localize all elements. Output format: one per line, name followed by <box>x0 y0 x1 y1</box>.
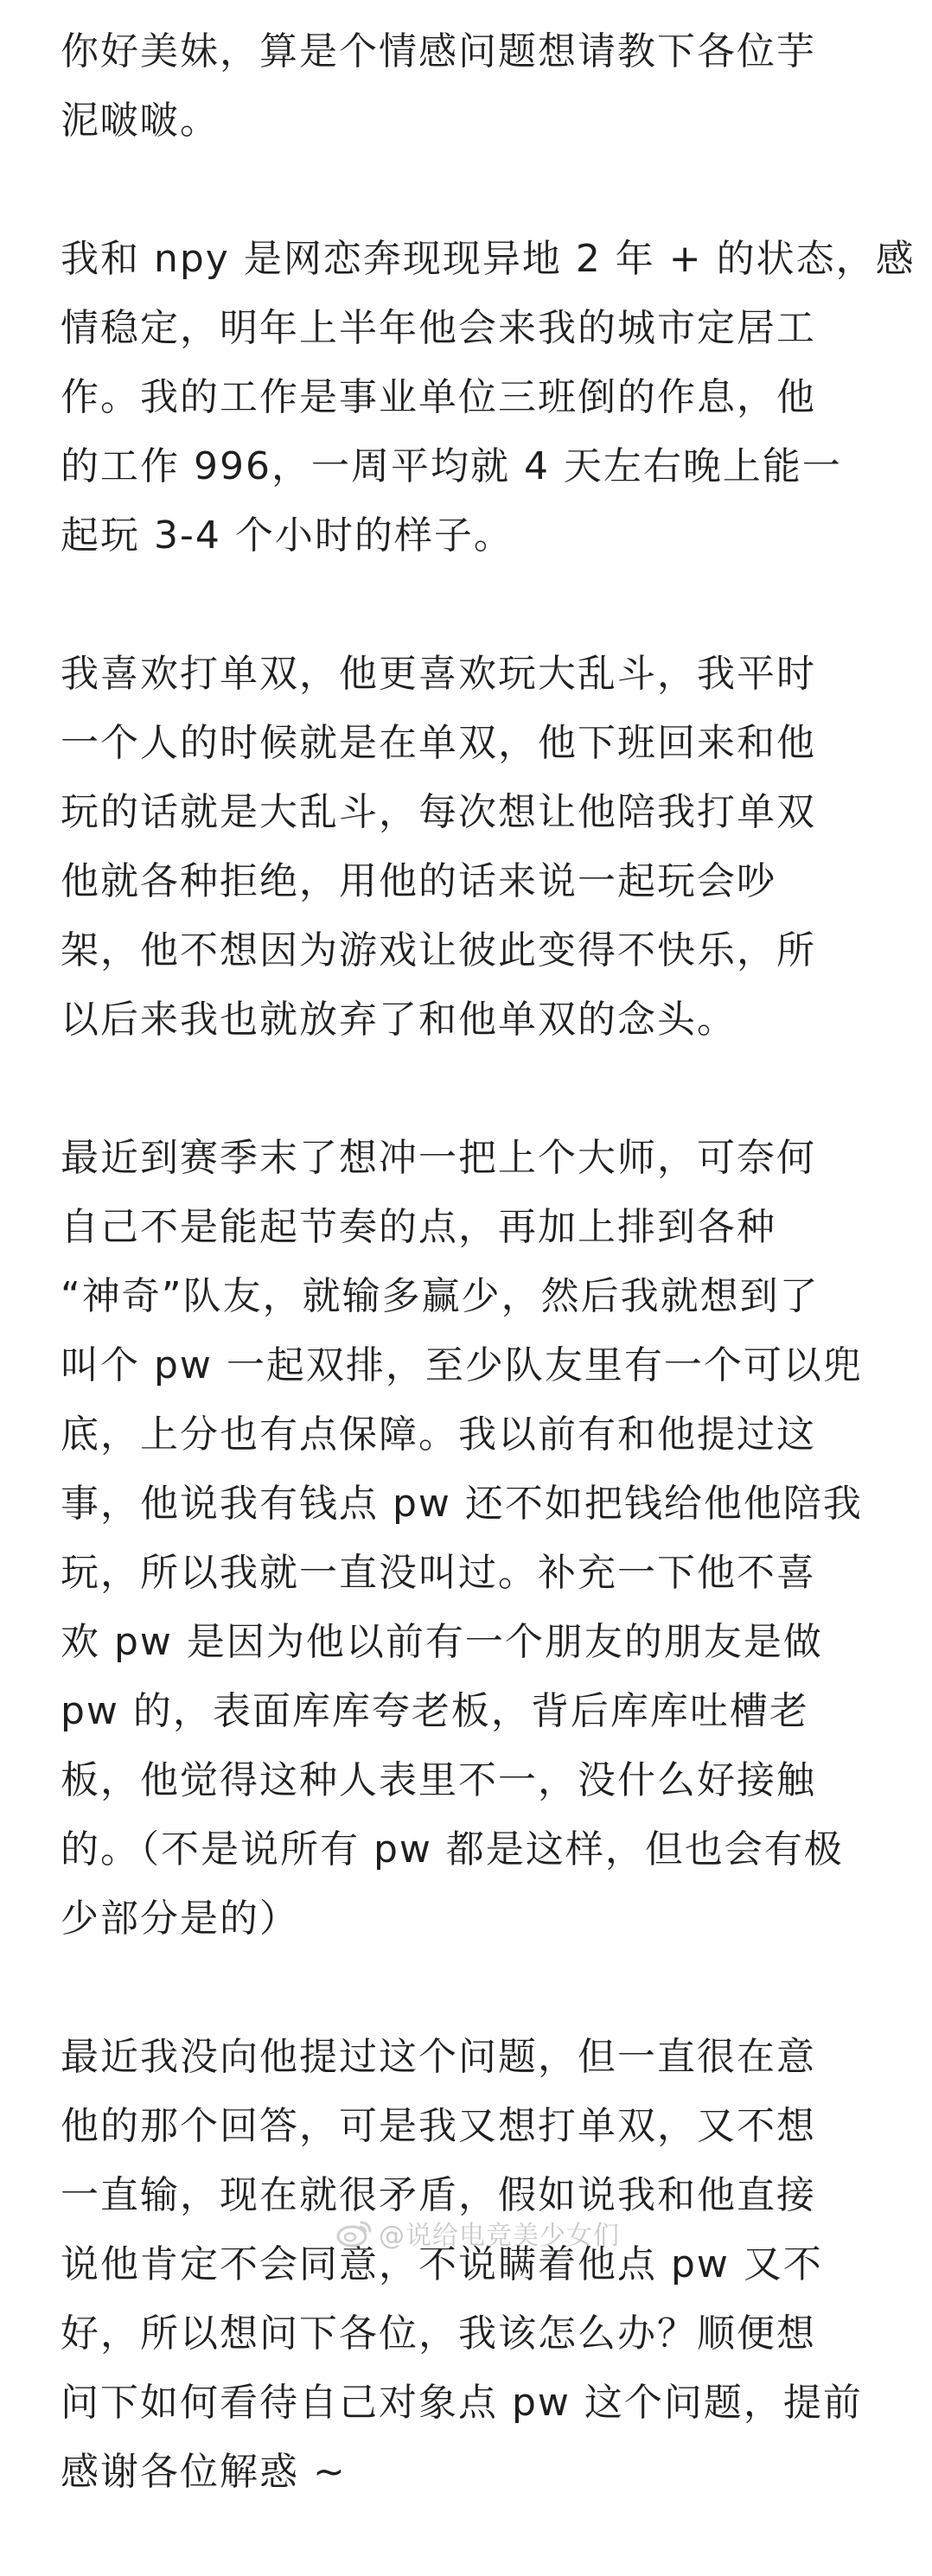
text-line: 事，他说我有钱点 pw 还不如把钱给他他陪我 <box>61 1482 863 1526</box>
text-line: 叫个 pw 一起双排，至少队友里有一个可以兜 <box>61 1343 863 1387</box>
watermark <box>335 2211 620 2254</box>
paragraph <box>61 2023 882 2507</box>
text-line: 情稳定，明年上半年他会来我的城市定居工 <box>61 306 816 350</box>
text-line: 我喜欢打单双，他更喜欢玩大乱斗，我平时 <box>61 652 816 696</box>
text-line: 你好美妹，算是个情感问题想请教下各位芋 <box>61 29 816 73</box>
text-line: 起玩 3-4 个小时的样子。 <box>61 513 514 558</box>
text-line: 玩，所以我就一直没叫过。补充一下他不喜 <box>61 1551 816 1595</box>
paragraph <box>61 640 882 1055</box>
text-line: 一直输，现在就很矛盾，假如说我和他直接 <box>61 2173 816 2217</box>
text-line: 架，他不想因为游戏让彼此变得不快乐，所 <box>61 928 816 972</box>
text-line: 他的那个回答，可是我又想打单双，又不想 <box>61 2104 816 2148</box>
text-line: 欢 pw 是因为他以前有一个朋友的朋友是做 <box>61 1620 823 1664</box>
text-line: 最近我没向他提过这个问题，但一直很在意 <box>61 2035 816 2079</box>
text-line: 的。（不是说所有 pw 都是这样，但也会有极 <box>61 1827 844 1871</box>
text-line: 泥啵啵。 <box>61 99 220 143</box>
text-line: 好，所以想问下各位，我该怎么办？顺便想 <box>61 2311 816 2356</box>
post-body <box>61 17 916 2576</box>
text-line: 以后来我也就放弃了和他单双的念头。 <box>61 998 737 1042</box>
text-line: 玩的话就是大乱斗，每次想让他陪我打单双 <box>61 790 816 834</box>
text-line: 作。我的工作是事业单位三班倒的作息，他 <box>61 375 816 419</box>
text-line: 最近到赛季末了想冲一把上个大师，可奈何 <box>61 1136 816 1180</box>
text-line: 感谢各位解惑 ~ <box>61 2450 347 2494</box>
text-line: 他就各种拒绝，用他的话来说一起玩会吵 <box>61 859 776 903</box>
paragraph <box>61 1124 882 1954</box>
watermark-text: @说给电竞美少女们 <box>379 2221 620 2251</box>
paragraph <box>61 225 916 571</box>
weibo-logo-icon <box>335 2217 373 2248</box>
text-line: 说他肯定不会同意，不说瞒着他点 pw 又不 <box>61 2242 823 2286</box>
text-line: 板，他觉得这种人表里不一，没什么好接触 <box>61 1758 816 1802</box>
text-line: pw 的，表面库库夸老板，背后库库吐槽老 <box>61 1689 809 1733</box>
text-line: 问下如何看待自己对象点 pw 这个问题，提前 <box>61 2381 863 2425</box>
text-line: 一个人的时候就是在单双，他下班回来和他 <box>61 721 816 765</box>
text-line: 我和 npy 是网恋奔现现异地 2 年 + 的状态，感 <box>61 237 916 281</box>
paragraph <box>61 17 882 156</box>
text-line: 的工作 996，一周平均就 4 天左右晚上能一 <box>61 444 842 488</box>
text-line: 底，上分也有点保障。我以前有和他提过这 <box>61 1412 816 1457</box>
text-line: 少部分是的） <box>61 1897 299 1941</box>
text-line: 自己不是能起节奏的点，再加上排到各种 <box>61 1205 776 1249</box>
text-line: “神奇”队友，就输多赢少，然后我就想到了 <box>61 1274 820 1318</box>
